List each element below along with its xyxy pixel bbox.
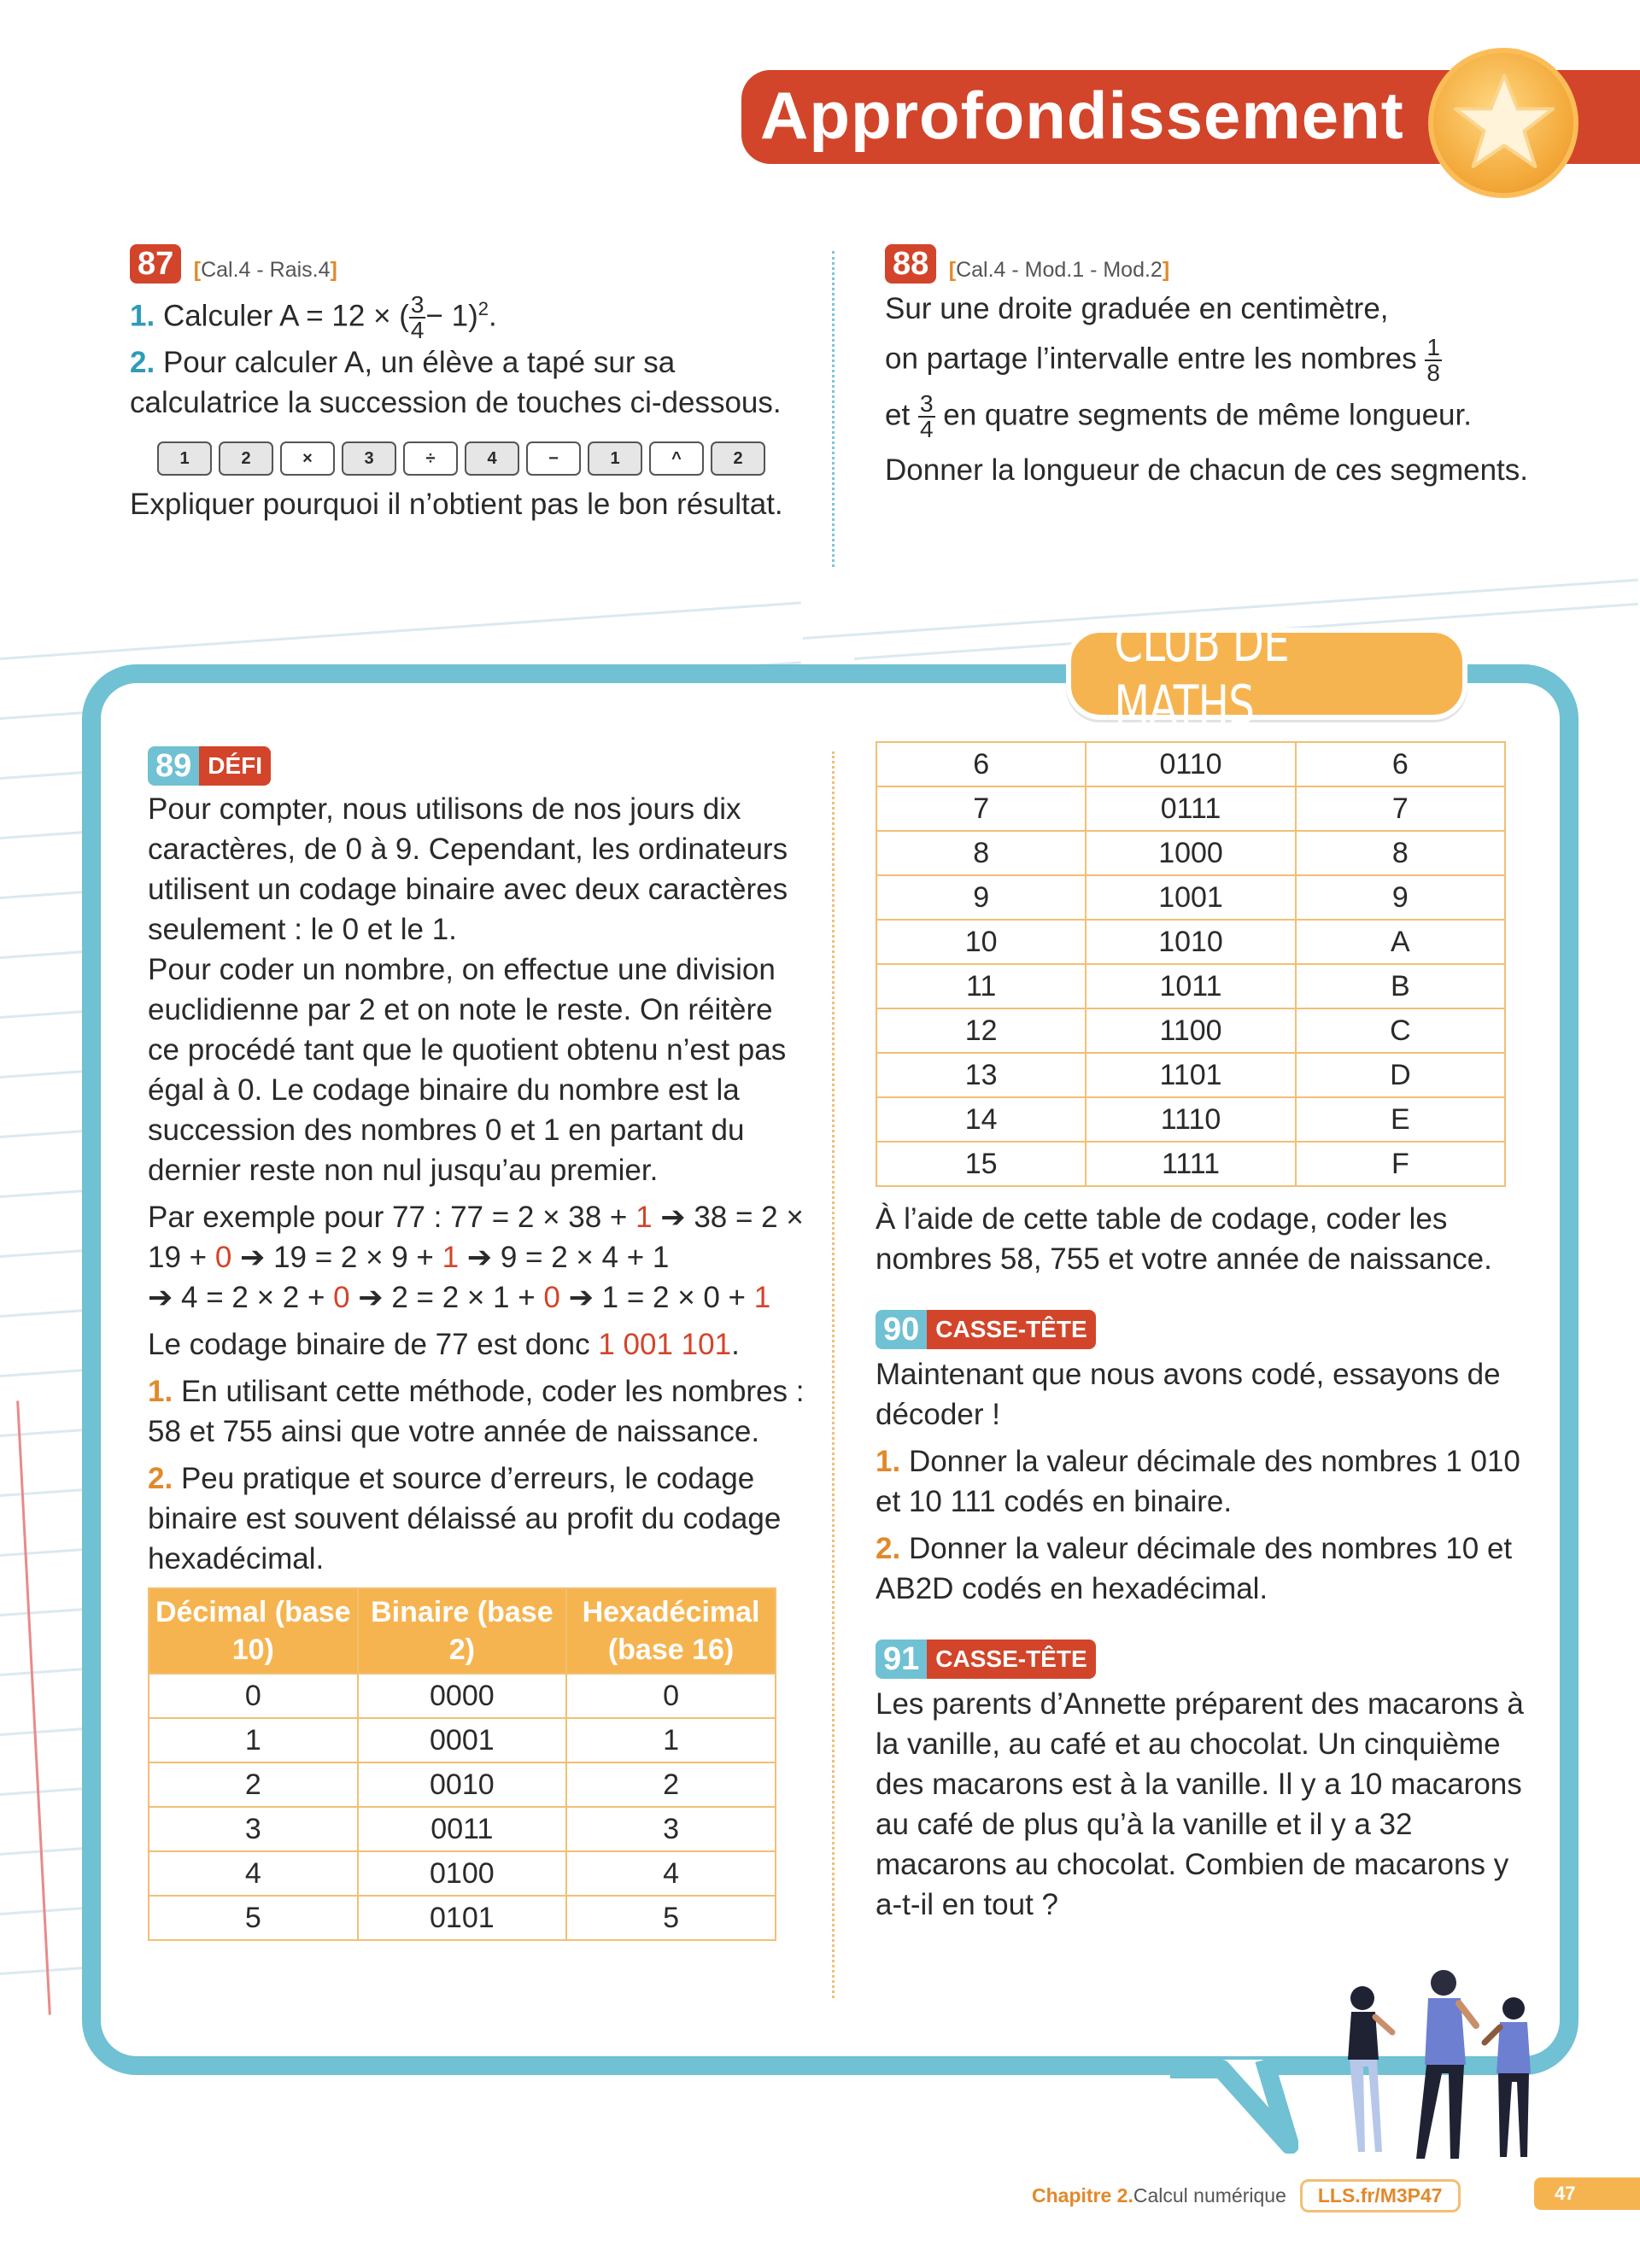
table-row: 13 1101 D <box>876 1053 1505 1097</box>
exercise-number: 90 <box>876 1310 927 1349</box>
calc-key: 2 <box>711 441 765 476</box>
students-illustration <box>1324 1964 1563 2169</box>
exercise-89 <box>148 746 805 1941</box>
fraction: $\frac{3}{4}$ <box>410 291 425 344</box>
table-row: 14 1110 E <box>876 1097 1505 1142</box>
example: Par exemple pour 77 : 77 = 2 × 38 + 1 ➔ 38 = 2 × 19 + 0 ➔ 19 = 2 × 9 + 1 ➔ 9 = 2 × 4 + 1 ➔ 4 = 2 × 2 + 0 ➔ 2 = 2 × 1 + 0 ➔ 1 = 2 × 0 + 1 <box>148 1201 804 1314</box>
table-row: 2 0010 2 <box>149 1762 776 1807</box>
line: Sur une droite graduée en centimètre, <box>885 292 1389 325</box>
right-column <box>876 741 1533 1925</box>
column-header: Décimal (base 10) <box>149 1588 358 1674</box>
conclusion: Expliquer pourquoi il n’obtient pas le bon résultat. <box>130 488 783 522</box>
line: Donner la longueur de chacun de ces segments. <box>885 453 1528 487</box>
table-row: 3 0011 3 <box>149 1807 776 1851</box>
fraction: $\frac{3}{4}$ <box>919 390 934 442</box>
table-row: 4 0100 4 <box>149 1851 776 1896</box>
table-row: 10 1010 A <box>876 920 1505 964</box>
table-row: 6 0110 6 <box>876 742 1505 786</box>
table-row: 15 1111 F <box>876 1142 1505 1186</box>
club-title-badge: CLUB DE MATHS <box>1066 628 1467 720</box>
footer <box>1032 2179 1461 2212</box>
line: et $\frac{3}{4}$ en quatre segments de même longueur. <box>885 390 1472 442</box>
skills-tags: [Cal.4 - Rais.4] <box>193 258 337 283</box>
exercise-88 <box>885 244 1602 490</box>
calc-key: 4 <box>465 441 519 476</box>
table-row: 7 0111 7 <box>876 786 1505 831</box>
column-header: Binaire (base 2) <box>358 1588 567 1674</box>
calc-key: 2 <box>219 441 273 476</box>
exercise-number: 91 <box>876 1640 927 1679</box>
question-2: 2. Pour calculer A, un élève a tapé sur sa calculatrice la succession de touches ci-dessous. <box>130 346 782 420</box>
question-1: 1. Donner la valeur décimale des nombres 1 010 et 10 111 codés en binaire. <box>876 1445 1520 1518</box>
exercise-87 <box>130 244 796 524</box>
coding-table <box>148 1587 776 1941</box>
column-divider <box>832 751 835 1998</box>
calc-key: 3 <box>342 441 396 476</box>
calc-key: 1 <box>157 441 212 476</box>
exercise-number: 88 <box>885 244 936 284</box>
column-header: Hexadécimal (base 16) <box>566 1588 776 1674</box>
exercise-91 <box>876 1640 1533 1925</box>
question-2: 2. Donner la valeur décimale des nombres 10 et AB2D codés en hexadécimal. <box>876 1532 1513 1605</box>
calc-key: − <box>526 441 581 476</box>
paragraph: Pour coder un nombre, on effectue une division euclidienne par 2 et on note le reste. On réitère ce procédé tant que le quotient obtenu n’est pas égal à 0. Le codage binaire du nombre est la succession des nombres 0 et 1 en partant du dernier reste non nul jusqu’au premier. <box>148 953 787 1187</box>
page-title: Approfondissement <box>760 78 1404 153</box>
result: Le codage binaire de 77 est donc 1 001 101. <box>148 1328 740 1361</box>
calculator-keys <box>157 441 796 476</box>
exercise-tag: CASSE-TÊTE <box>927 1640 1095 1679</box>
table-row: 11 1011 B <box>876 964 1505 1008</box>
page-number: 47 <box>1534 2177 1640 2210</box>
calc-key: 1 <box>588 441 642 476</box>
fraction: $\frac{1}{8}$ <box>1426 334 1440 386</box>
table-row: 9 1001 9 <box>876 875 1505 920</box>
exercise-number: 87 <box>130 244 181 284</box>
chapter-title: Calcul numérique <box>1133 2184 1286 2207</box>
intro: Maintenant que nous avons codé, essayons de décoder ! <box>876 1358 1501 1431</box>
question-1: 1. Calculer A = 12 × ( $\frac{3}{4}$ − 1)$^2$. <box>130 291 497 344</box>
exercise-tag: CASSE-TÊTE <box>927 1310 1095 1349</box>
question-1: 1. En utilisant cette méthode, coder les nombres : 58 et 755 ainsi que votre année de naissance. <box>148 1375 805 1448</box>
line: on partage l’intervalle entre les nombres $\frac{1}{8}$ <box>885 334 1440 386</box>
chapter-label: Chapitre 2. <box>1032 2184 1133 2207</box>
exercise-number: 89 <box>148 746 199 786</box>
star-icon <box>1428 48 1578 198</box>
column-divider <box>832 251 835 567</box>
coding-table-continued <box>876 741 1506 1187</box>
exercise-tag: DÉFI <box>199 746 271 786</box>
calc-key: × <box>280 441 335 476</box>
table-row: 12 1100 C <box>876 1008 1505 1053</box>
table-row: 8 1000 8 <box>876 831 1505 875</box>
instruction: À l’aide de cette table de codage, coder les nombres 58, 755 et votre année de naissance. <box>876 1202 1492 1276</box>
paragraph: Pour compter, nous utilisons de nos jours dix caractères, de 0 à 9. Cependant, les ordinateurs utilisent un codage binaire avec deux caractères seulement : le 0 et le 1. <box>148 792 788 946</box>
skills-tags: [Cal.4 - Mod.1 - Mod.2] <box>948 258 1170 283</box>
table-row: 0 0000 0 <box>149 1674 776 1718</box>
question-2: 2. Peu pratique et source d’erreurs, le codage binaire est souvent délaissé au profit du codage hexadécimal. <box>148 1462 782 1575</box>
problem-text: Les parents d’Annette préparent des macarons à la vanille, au café et au chocolat. Un cinquième des macarons est à la vanille. Il y a 10 macarons au café de plus qu’à la vanille et il y a 32 macarons au chocolat. Combien de macarons y a-t-il en tout ? <box>876 1687 1524 1921</box>
table-row: 5 0101 5 <box>149 1896 776 1940</box>
table-row: 1 0001 1 <box>149 1718 776 1762</box>
exercise-90 <box>876 1310 1533 1609</box>
resource-link[interactable]: LLS.fr/M3P47 <box>1300 2179 1461 2212</box>
speech-tail <box>1170 2060 1298 2154</box>
calc-key: ÷ <box>403 441 458 476</box>
calc-key: ^ <box>649 441 704 476</box>
